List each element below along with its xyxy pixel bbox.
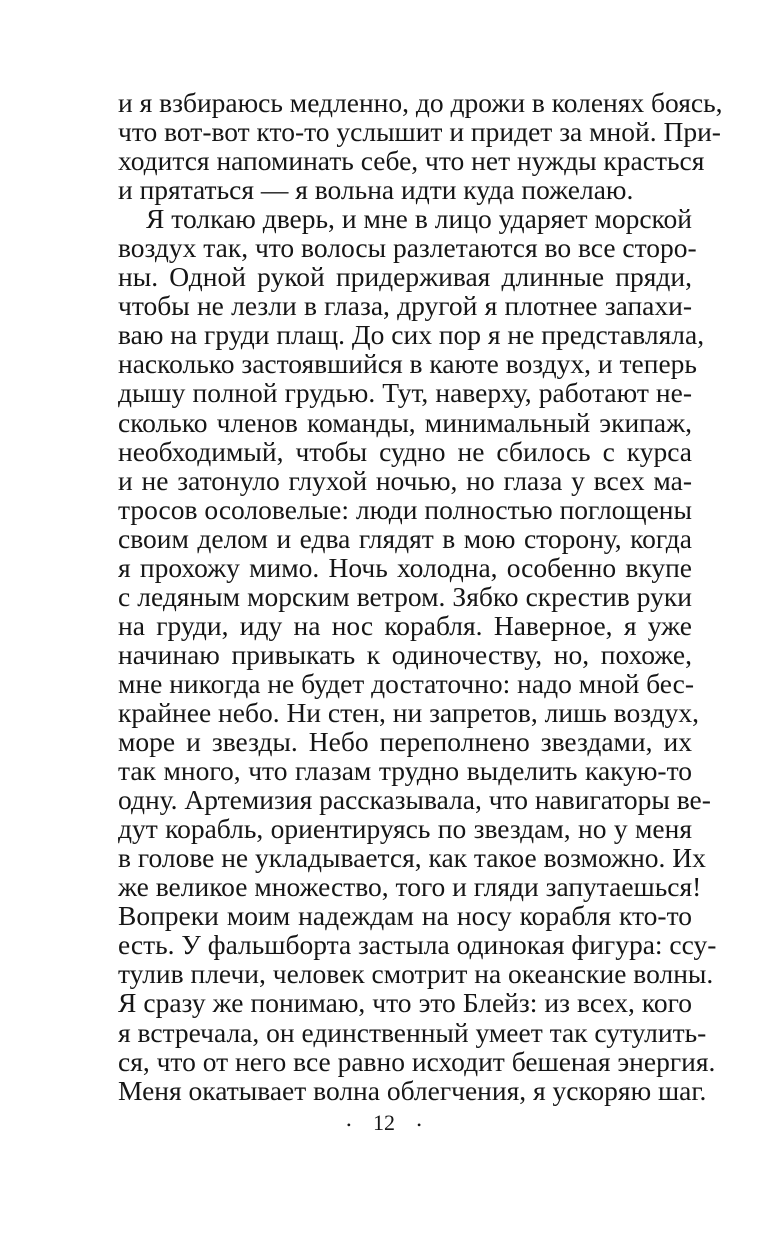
text-line: ваю на груди плащ. До сих пор я не представляла, <box>118 319 705 351</box>
text-line: море и звезды. Небо переполнено звездами, их <box>118 726 692 758</box>
text-line: необходимый, чтобы судно не сбилось с курса <box>118 435 692 467</box>
text-line: чтобы не лезли в глаза, другой я плотнее запахи- <box>118 290 692 322</box>
text-line: Вопреки моим надеждам на носу корабля кто-то <box>118 900 692 932</box>
text-line: и не затонуло глухой ночью, но глаза у всех ма- <box>118 464 692 496</box>
text-line: воздух так, что волосы разлетаются во все сторо- <box>118 232 697 264</box>
text-line: есть. У фальшборта застыла одинокая фигура: ссу- <box>118 929 717 961</box>
text-line: крайнее небо. Ни стен, ни запретов, лишь воздух, <box>118 696 699 728</box>
text-line: дышу полной грудью. Тут, наверху, работают не- <box>118 377 692 409</box>
folio-ornament-right: • <box>417 1117 422 1132</box>
page-footer <box>0 1108 768 1140</box>
text-line: на груди, иду на нос корабля. Наверное, я уже <box>118 609 692 641</box>
text-line: своим делом и едва глядят в мою сторону, когда <box>118 522 692 554</box>
paragraph <box>118 87 723 206</box>
text-line: ходится напоминать себе, что нет нужды красться <box>118 145 705 177</box>
text-line: одну. Артемизия рассказывала, что навигаторы ве- <box>118 784 711 816</box>
text-line: начинаю привыкать к одиночеству, но, похоже, <box>118 638 692 670</box>
text-line: Меня окатывает волна облегчения, я ускоряю шаг. <box>118 1074 707 1106</box>
text-line: что вот-вот кто-то услышит и придет за мной. При- <box>118 116 721 148</box>
page-number: 12 <box>373 1110 395 1135</box>
text-line: и прятаться — я вольна идти куда пожелаю. <box>118 174 634 206</box>
text-line: Я толкаю дверь, и мне в лицо ударяет морской <box>146 203 692 235</box>
text-line: ны. Одной рукой придерживая длинные пряди, <box>118 261 692 293</box>
text-line: сколько членов команды, минимальный экипаж, <box>118 406 692 438</box>
text-line: я встречала, он единственный умеет так сутулить- <box>118 1016 707 1048</box>
text-line: ся, что от него все равно исходит бешеная энергия. <box>118 1045 716 1077</box>
folio-ornament-left: • <box>346 1117 351 1132</box>
text-line: с ледяным морским ветром. Зябко скрестив руки <box>118 580 692 612</box>
text-line: мне никогда не будет достаточно: надо мной бес- <box>118 667 695 699</box>
text-line: Я сразу же понимаю, что это Блейз: из всех, кого <box>118 987 692 1019</box>
text-line: насколько застоявшийся в каюте воздух, и теперь <box>118 348 697 380</box>
paragraph <box>118 203 717 1106</box>
text-line: в голове не укладывается, как такое возможно. Их <box>118 842 706 874</box>
text-line: и я взбираюсь медленно, до дрожи в коленях боясь, <box>118 87 723 118</box>
text-line: я прохожу мимо. Ночь холодна, особенно вкупе <box>118 551 692 583</box>
body-text <box>118 87 723 1106</box>
text-line: дут корабль, ориентируясь по звездам, но у меня <box>118 813 692 845</box>
text-line: так много, что глазам трудно выделить какую-то <box>118 755 692 787</box>
text-line: же великое множество, того и гляди запутаешься! <box>118 871 702 903</box>
text-line: тросов осоловелые: люди полностью поглощены <box>118 493 692 525</box>
text-line: тулив плечи, человек смотрит на океанские волны. <box>118 958 714 990</box>
